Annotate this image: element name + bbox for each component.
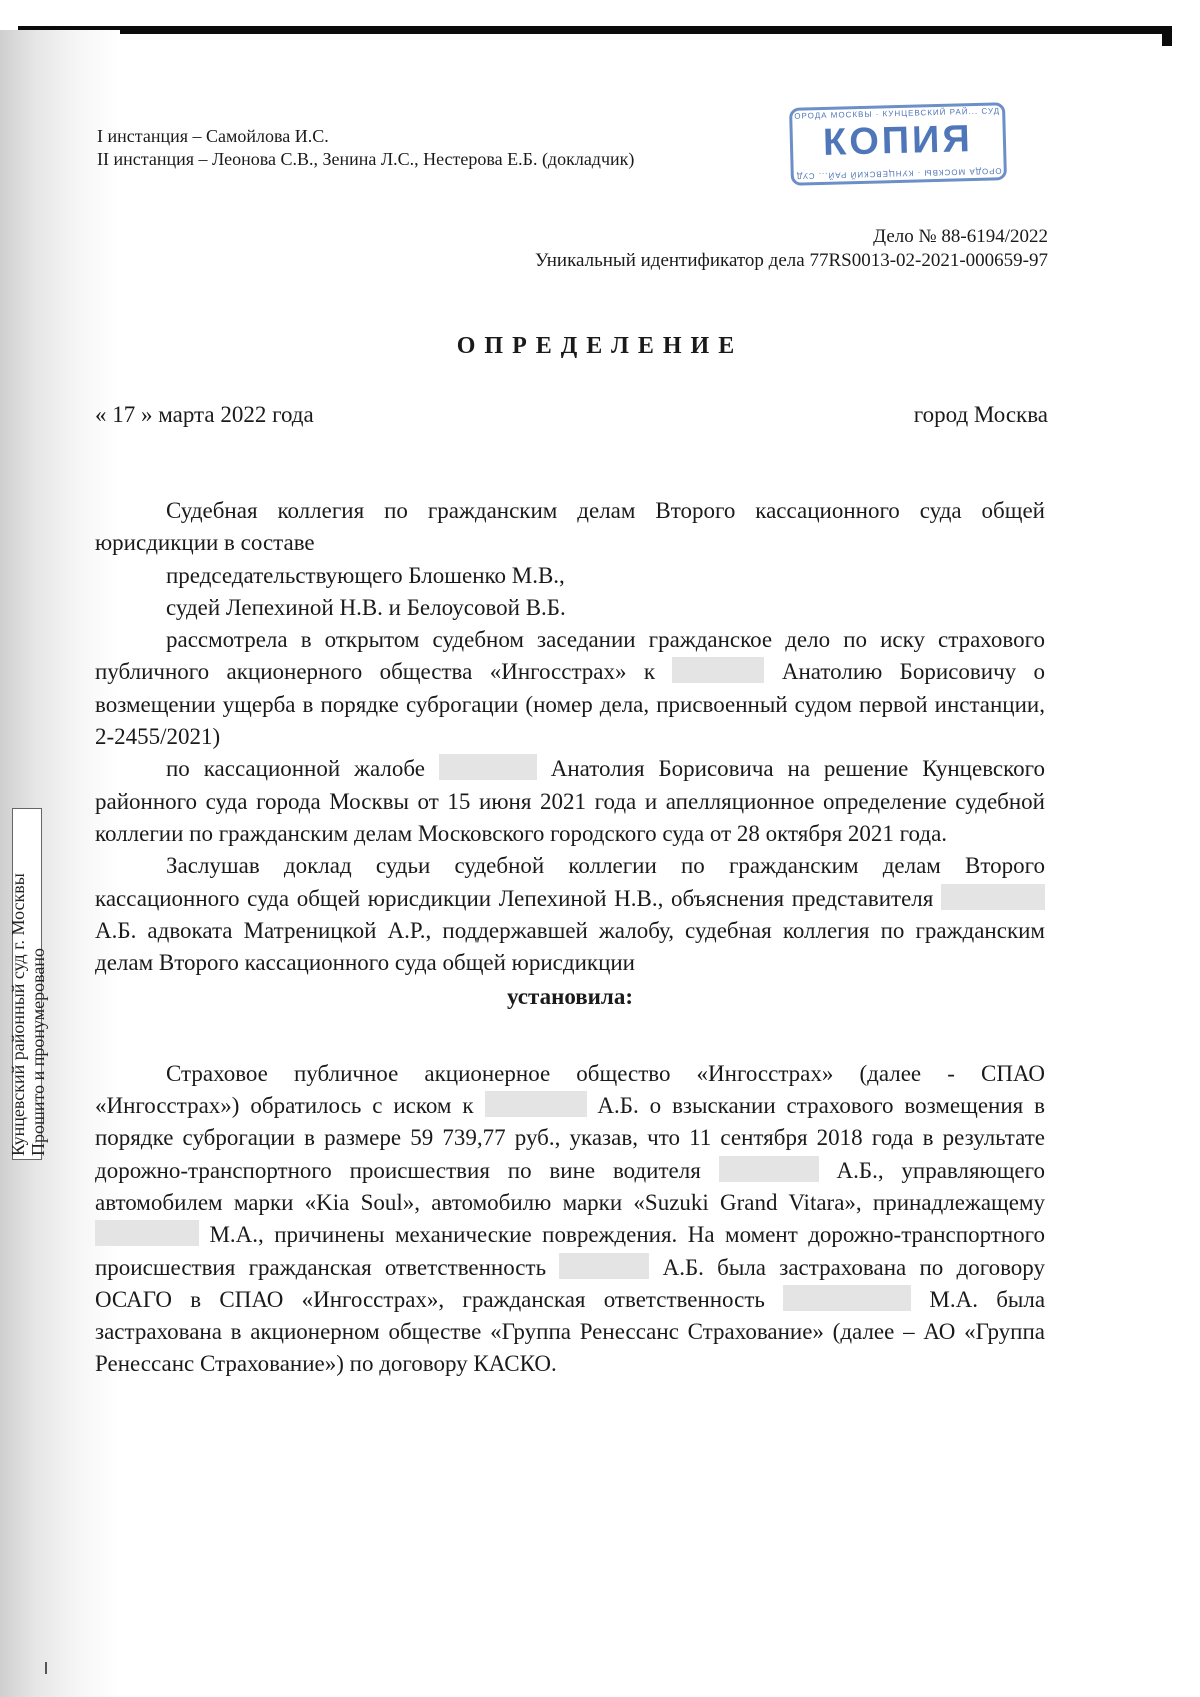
second-instance-line: II инстанция – Леонова С.В., Зенина Л.С., Нестерова Е.Б. (докладчик) [97,149,635,169]
stamp-main-text: КОПИЯ [822,118,974,164]
document-title: ОПРЕДЕЛЕНИЕ [456,333,744,359]
redacted-name [783,1285,911,1311]
binding-label [8,810,50,1156]
text-segment: М.А. была застрахована в акционерном обществе «Группа Ренессанс Страхование» (далее – АО «Группа Ренессанс Страхование») по договору КАСКО. [95,1286,1046,1377]
text-segment: А.Б. была застрахована по договору ОСАГО в СПАО «Ингосстрах», гражданская ответственность [95,1254,1046,1312]
text-segment: Анатолию Борисовичу о возмещении ущерба в порядке суброгации (номер дела, присвоенный судом первой инстанции, 2-2455/2021) [95,659,1046,750]
redacted-name [485,1091,587,1117]
paragraph-considered [95,624,1045,753]
text-segment: А.Б. о взыскании страхового возмещения в порядке суброгации в размере 59 739,77 руб., указав, что 11 сентября 2018 года в результате дорожно-транспортного происшествия по вине водителя [95,1093,1046,1183]
binding-label-line: Прошито и пронумеровано [28,947,48,1156]
text-segment: Анатолия Борисовича на решение Кунцевского районного суда города Москвы от 15 июня 2021 года и апелляционное определение судебной коллегии по гражданским делам Московского городского суда от 28 октября 2021 года. [95,756,1045,846]
paragraph-hearing [95,850,1045,979]
text-segment: М.А., причинены механические повреждения. На момент дорожно-транспортного происшествия гражданская ответственность [95,1222,1045,1280]
first-instance-line: I инстанция – Самойлова И.С. [97,126,329,146]
binding-label-line: Кунцевский районный суд г. Москвы [8,873,28,1156]
case-number: Дело № 88-6194/2022 [873,226,1048,247]
stamp-ring-text: ОРОДА МОСКВЫ · КУНЦЕВСКИЙ РАЙ... СУД [794,106,1001,121]
text-segment: Страховое публичное акционерное общество «Ингосстрах» (далее - СПАО «Ингосстрах») обратилось с иском к [95,1060,1045,1119]
scan-mark [45,1662,47,1674]
redacted-name [672,657,764,683]
redacted-name [559,1253,649,1279]
copy-stamp [789,102,1007,186]
text-segment: рассмотрела в открытом судебном заседании гражданское дело по иску страхового публичного акционерного общества «Ингосстрах» к [95,627,1045,685]
text-segment: А.Б., управляющего автомобилем марки «Kia Soul», автомобилю марки «Suzuki Grand Vitara», принадлежащему [95,1157,1045,1215]
redacted-name [719,1156,819,1182]
document-date: « 17 » марта 2022 года [95,402,314,427]
paragraph-court: Судебная коллегия по гражданским делам Второго кассационного суда общей юрисдикции в составе [95,498,1045,556]
stamp-ring-text-bottom: ОРОДА МОСКВЫ · КУНЦЕВСКИЙ РАЙ... СУД [795,166,1002,181]
document-city: город Москва [913,402,1048,427]
paragraph-appeal [95,753,1045,850]
text-segment: Заслушав доклад судьи судебной коллегии по гражданским делам Второго кассационного суда общей юрисдикции Лепехиной Н.В., объяснения представителя [95,853,1045,911]
paragraph-presiding: председательствующего Блошенко М.В., [166,562,565,588]
text-segment: А.Б. адвоката Матреницкой А.Р., поддержавшей жалобу, судебная коллегия по гражданским делам Второго кассационного суда общей юрисдикции [95,917,1045,976]
redacted-name [941,884,1045,910]
paragraph-judges: судей Лепехиной Н.В. и Белоусовой В.Б. [166,594,566,620]
section-heading: установила: [507,984,633,1010]
redacted-name [439,754,537,780]
text-segment: по кассационной жалобе [166,756,425,782]
redacted-name [95,1220,199,1246]
case-uid: Уникальный идентификатор дела 77RS0013-02-2021-000659-97 [534,250,1048,271]
paragraph-claim [95,1058,1045,1381]
document-body [95,495,1045,1381]
